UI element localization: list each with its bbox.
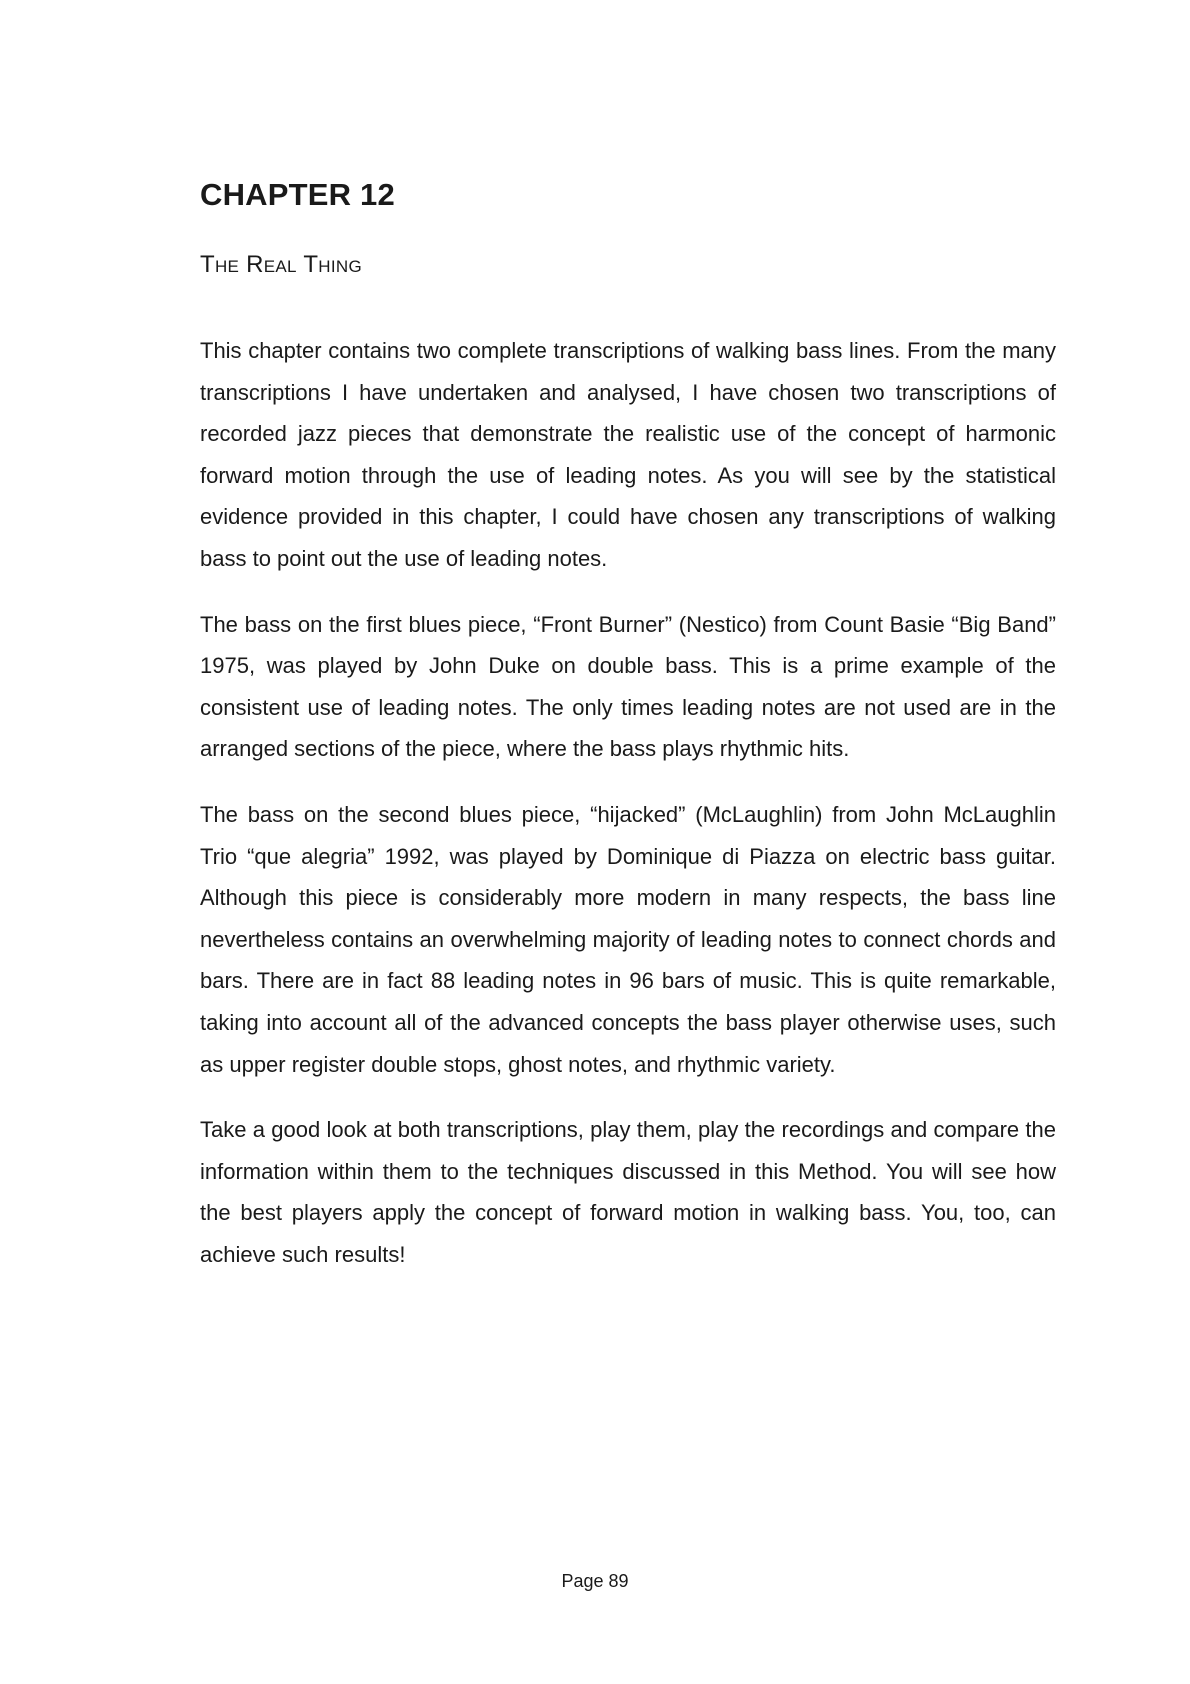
chapter-title: The Real Thing [200, 251, 363, 278]
paragraph-hijacked: The bass on the second blues piece, “hijacked” (McLaughlin) from John McLaughlin Trio “que alegria” 1992, was played by Dominique di Piazza on electric bass guitar. Although this piece is considerably more modern in many respects, the bass line nevertheless contains an overwhelming majority of leading notes to connect chords and bars. There are in fact 88 leading notes in 96 bars of music. This is quite remarkable, taking into account all of the advanced concepts the bass player otherwise uses, such as upper register double stops, ghost notes, and rhythmic variety. [200, 801, 1056, 1077]
paragraph-intro: This chapter contains two complete transcriptions of walking bass lines. From the many transcriptions I have undertaken and analysed, I have chosen two transcriptions of recorded jazz pieces that demonstrate the realistic use of the concept of harmonic forward motion through the use of leading notes. As you will see by the statistical evidence provided in this chapter, I could have chosen any transcriptions of walking bass to point out the use of leading notes. [200, 338, 1056, 571]
chapter-heading: CHAPTER 12 [200, 177, 395, 212]
body-text [200, 330, 1056, 1299]
paragraph-front-burner: The bass on the first blues piece, “Front Burner” (Nestico) from Count Basie “Big Band” 1975, was played by John Duke on double bass. This is a prime example of the consistent use of leading notes. The only times leading notes are not used are in the arranged sections of the piece, where the bass plays rhythmic hits. [200, 611, 1056, 762]
page-number: Page 89 [561, 1571, 629, 1591]
paragraph-conclusion: Take a good look at both transcriptions, play them, play the recordings and compare the information within them to the techniques discussed in this Method. You will see how the best players apply the concept of forward motion in walking bass. You, too, can achieve such results! [200, 1117, 1056, 1267]
